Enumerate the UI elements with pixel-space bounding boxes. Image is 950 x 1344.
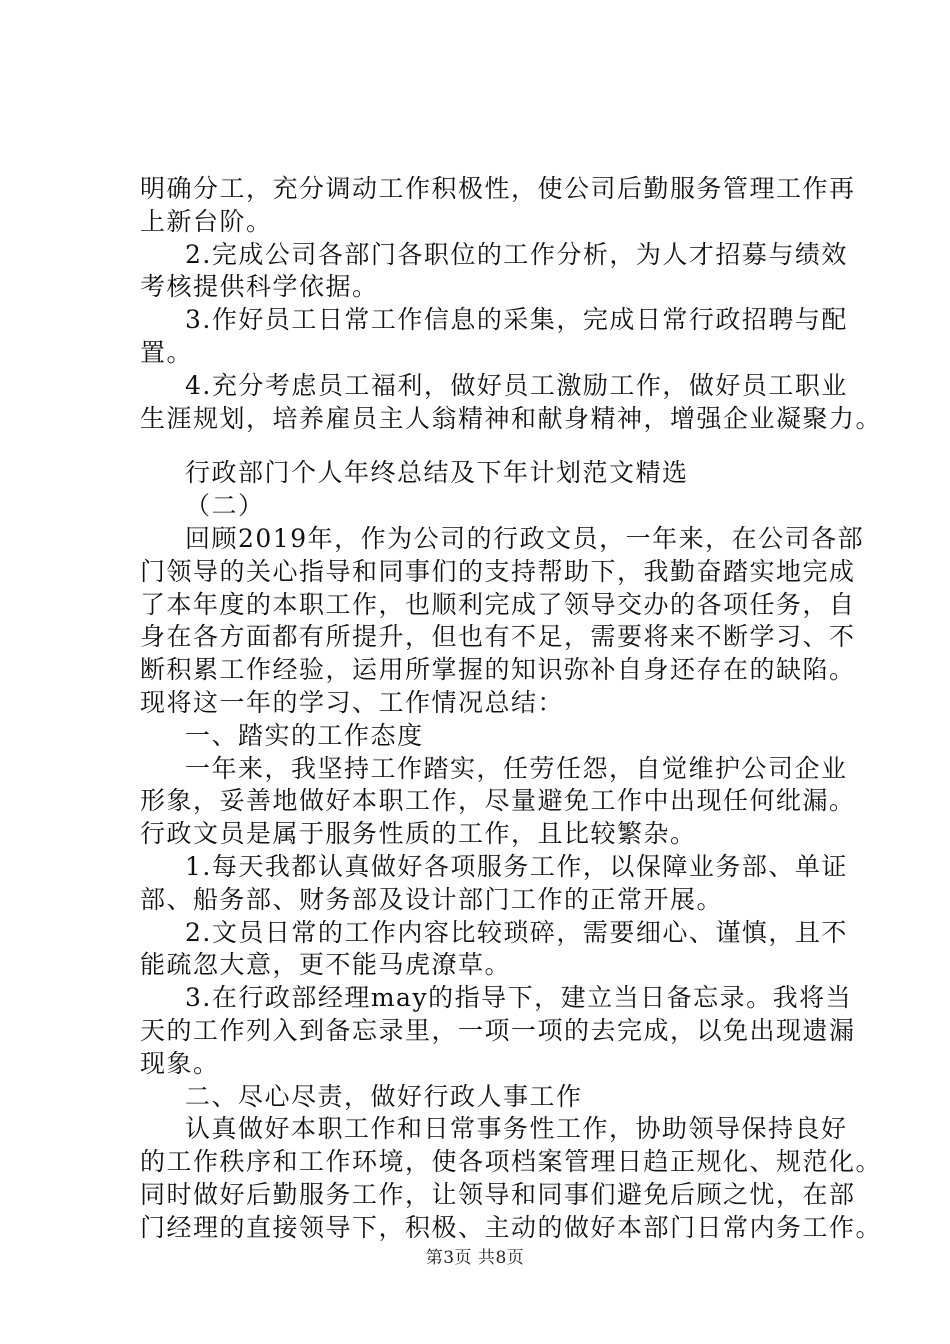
text-line: 3.作好员工日常工作信息的采集，完成日常行政招聘与配 bbox=[185, 305, 848, 335]
text-line: 1.每天我都认真做好各项服务工作，以保障业务部、单证 bbox=[185, 851, 848, 881]
text-line: 了本年度的本职工作，也顺利完成了领导交办的各项任务，自 bbox=[140, 589, 856, 619]
text-line: 上新台阶。 bbox=[140, 206, 273, 236]
text-line: （二） bbox=[185, 491, 265, 521]
text-line: 二、尽心尽责，做好行政人事工作 bbox=[185, 1081, 583, 1111]
text-line: 门经理的直接领导下，积极、主动的做好本部门日常内务工作。 bbox=[140, 1212, 883, 1242]
document-body bbox=[140, 173, 883, 1245]
text-line: 一年来，我坚持工作踏实，任劳任怨，自觉维护公司企业 bbox=[185, 753, 848, 783]
text-line: 门领导的关心指导和同事们的支持帮助下，我勤奋踏实地完成 bbox=[140, 556, 856, 586]
text-line: 断积累工作经验，运用所掌握的知识弥补自身还存在的缺陷。 bbox=[140, 655, 856, 685]
text-line: 2.完成公司各部门各职位的工作分析，为人才招募与绩效 bbox=[185, 239, 848, 269]
page-footer: 第3页 共8页 bbox=[425, 1248, 525, 1268]
text-line: 3.在行政部经理may的指导下，建立当日备忘录。我将当 bbox=[185, 983, 853, 1013]
text-line: 同时做好后勤服务工作，让领导和同事们避免后顾之忧，在部 bbox=[140, 1179, 856, 1209]
text-line: 生涯规划，培养雇员主人翁精神和献身精神，增强企业凝聚力。 bbox=[140, 403, 883, 433]
text-line: 置。 bbox=[140, 337, 194, 367]
text-line: 4.充分考虑员工福利，做好员工激励工作，做好员工职业 bbox=[185, 370, 848, 400]
text-line: 行政文员是属于服务性质的工作，且比较繁杂。 bbox=[140, 819, 697, 849]
text-line: 2.文员日常的工作内容比较琐碎，需要细心、谨慎，且不 bbox=[185, 917, 848, 947]
document-section-title: 行政部门个人年终总结及下年计划范文精选 bbox=[185, 458, 689, 488]
text-line: 部、船务部、财务部及设计部门工作的正常开展。 bbox=[140, 884, 724, 914]
text-line: 明确分工，充分调动工作积极性，使公司后勤服务管理工作再 bbox=[140, 174, 856, 203]
text-line: 回顾2019年，作为公司的行政文员，一年来，在公司各部 bbox=[185, 523, 865, 553]
text-line: 的工作秩序和工作环境，使各项档案管理日趋正规化、规范化。 bbox=[140, 1147, 883, 1177]
text-line: 能疏忽大意，更不能马虎潦草。 bbox=[140, 950, 512, 980]
text-line: 现象。 bbox=[140, 1048, 220, 1078]
text-line: 现将这一年的学习、工作情况总结： bbox=[140, 687, 565, 717]
text-line: 认真做好本职工作和日常事务性工作，协助领导保持良好 bbox=[185, 1114, 848, 1144]
text-line: 形象，妥善地做好本职工作，尽量避免工作中出现任何纰漏。 bbox=[140, 786, 856, 816]
text-line: 考核提供科学依据。 bbox=[140, 272, 379, 302]
text-line: 天的工作列入到备忘录里，一项一项的去完成，以免出现遗漏 bbox=[140, 1015, 856, 1045]
text-line: 身在各方面都有所提升，但也有不足，需要将来不断学习、不 bbox=[140, 622, 856, 652]
text-line: 一、踏实的工作态度 bbox=[185, 720, 424, 750]
